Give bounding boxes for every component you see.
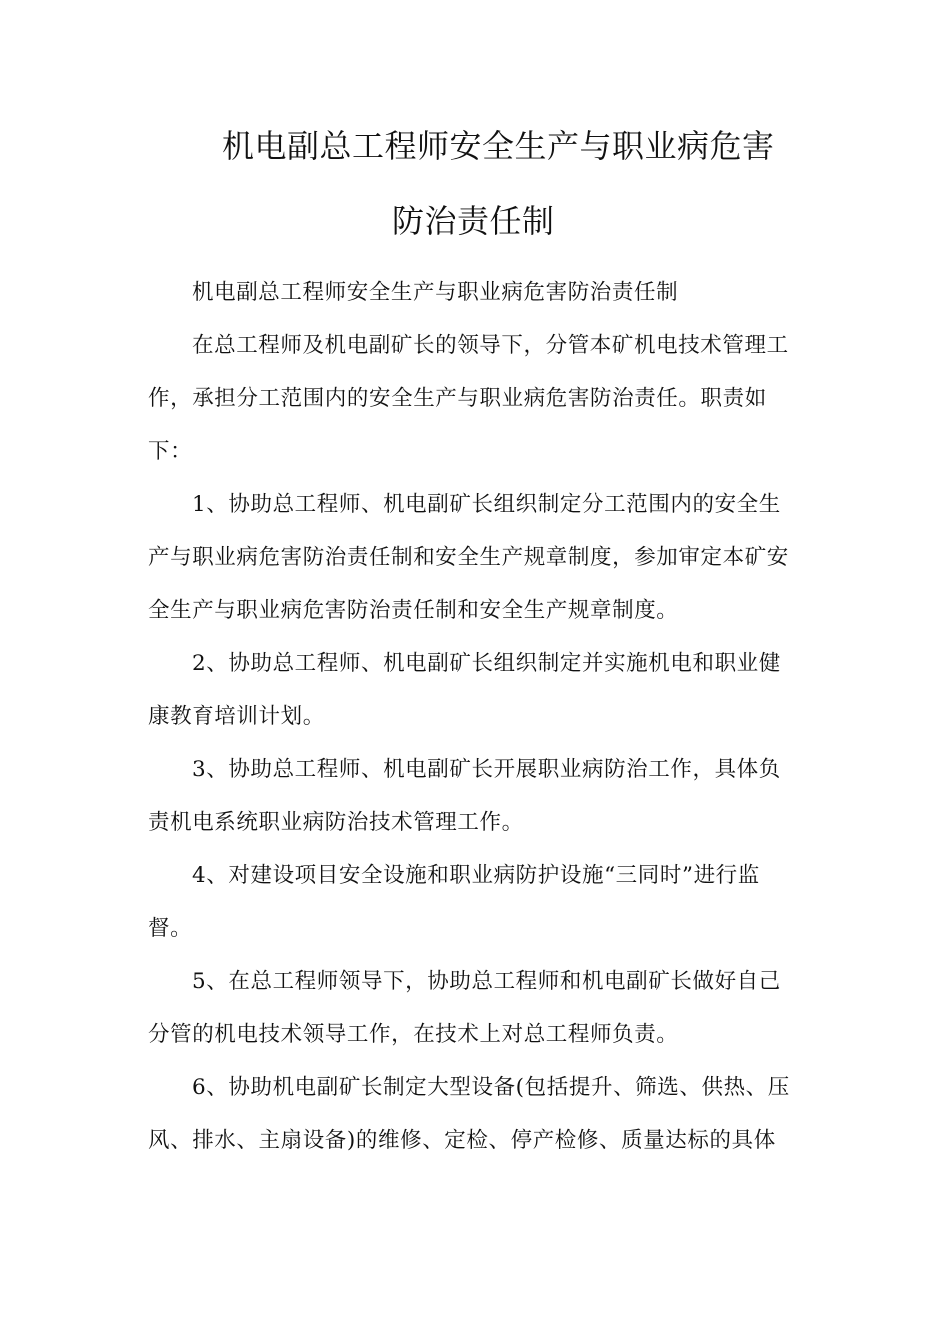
document-body (148, 266, 800, 1167)
duty-item-3: 3、协助总工程师、机电副矿长开展职业病防治工作，具体负责机电系统职业病防治技术管理工作。 (148, 757, 781, 835)
document-title-line-2: 防治责任制 (392, 202, 555, 240)
intro-paragraph: 在总工程师及机电副矿长的领导下，分管本矿机电技术管理工作，承担分工范围内的安全生产与职业病危害防治责任。职责如下： (148, 333, 789, 464)
duty-item-1: 1、协助总工程师、机电副矿长组织制定分工范围内的安全生产与职业病危害防治责任制和安全生产规章制度，参加审定本矿安全生产与职业病危害防治责任制和安全生产规章制度。 (148, 492, 789, 623)
duty-item-6: 6、协助机电副矿长制定大型设备(包括提升、筛选、供热、压风、排水、主扇设备)的维修、定检、停产检修、质量达标的具体 (148, 1075, 790, 1153)
duty-item-4: 4、对建设项目安全设施和职业病防护设施“三同时”进行监督。 (148, 863, 760, 941)
duty-item-2: 2、协助总工程师、机电副矿长组织制定并实施机电和职业健康教育培训计划。 (148, 651, 781, 729)
document-title-line-1: 机电副总工程师安全生产与职业病危害 (222, 127, 775, 165)
duty-item-5: 5、在总工程师领导下，协助总工程师和机电副矿长做好自己分管的机电技术领导工作，在技术上对总工程师负责。 (148, 969, 781, 1047)
subtitle-paragraph: 机电副总工程师安全生产与职业病危害防治责任制 (192, 280, 679, 305)
